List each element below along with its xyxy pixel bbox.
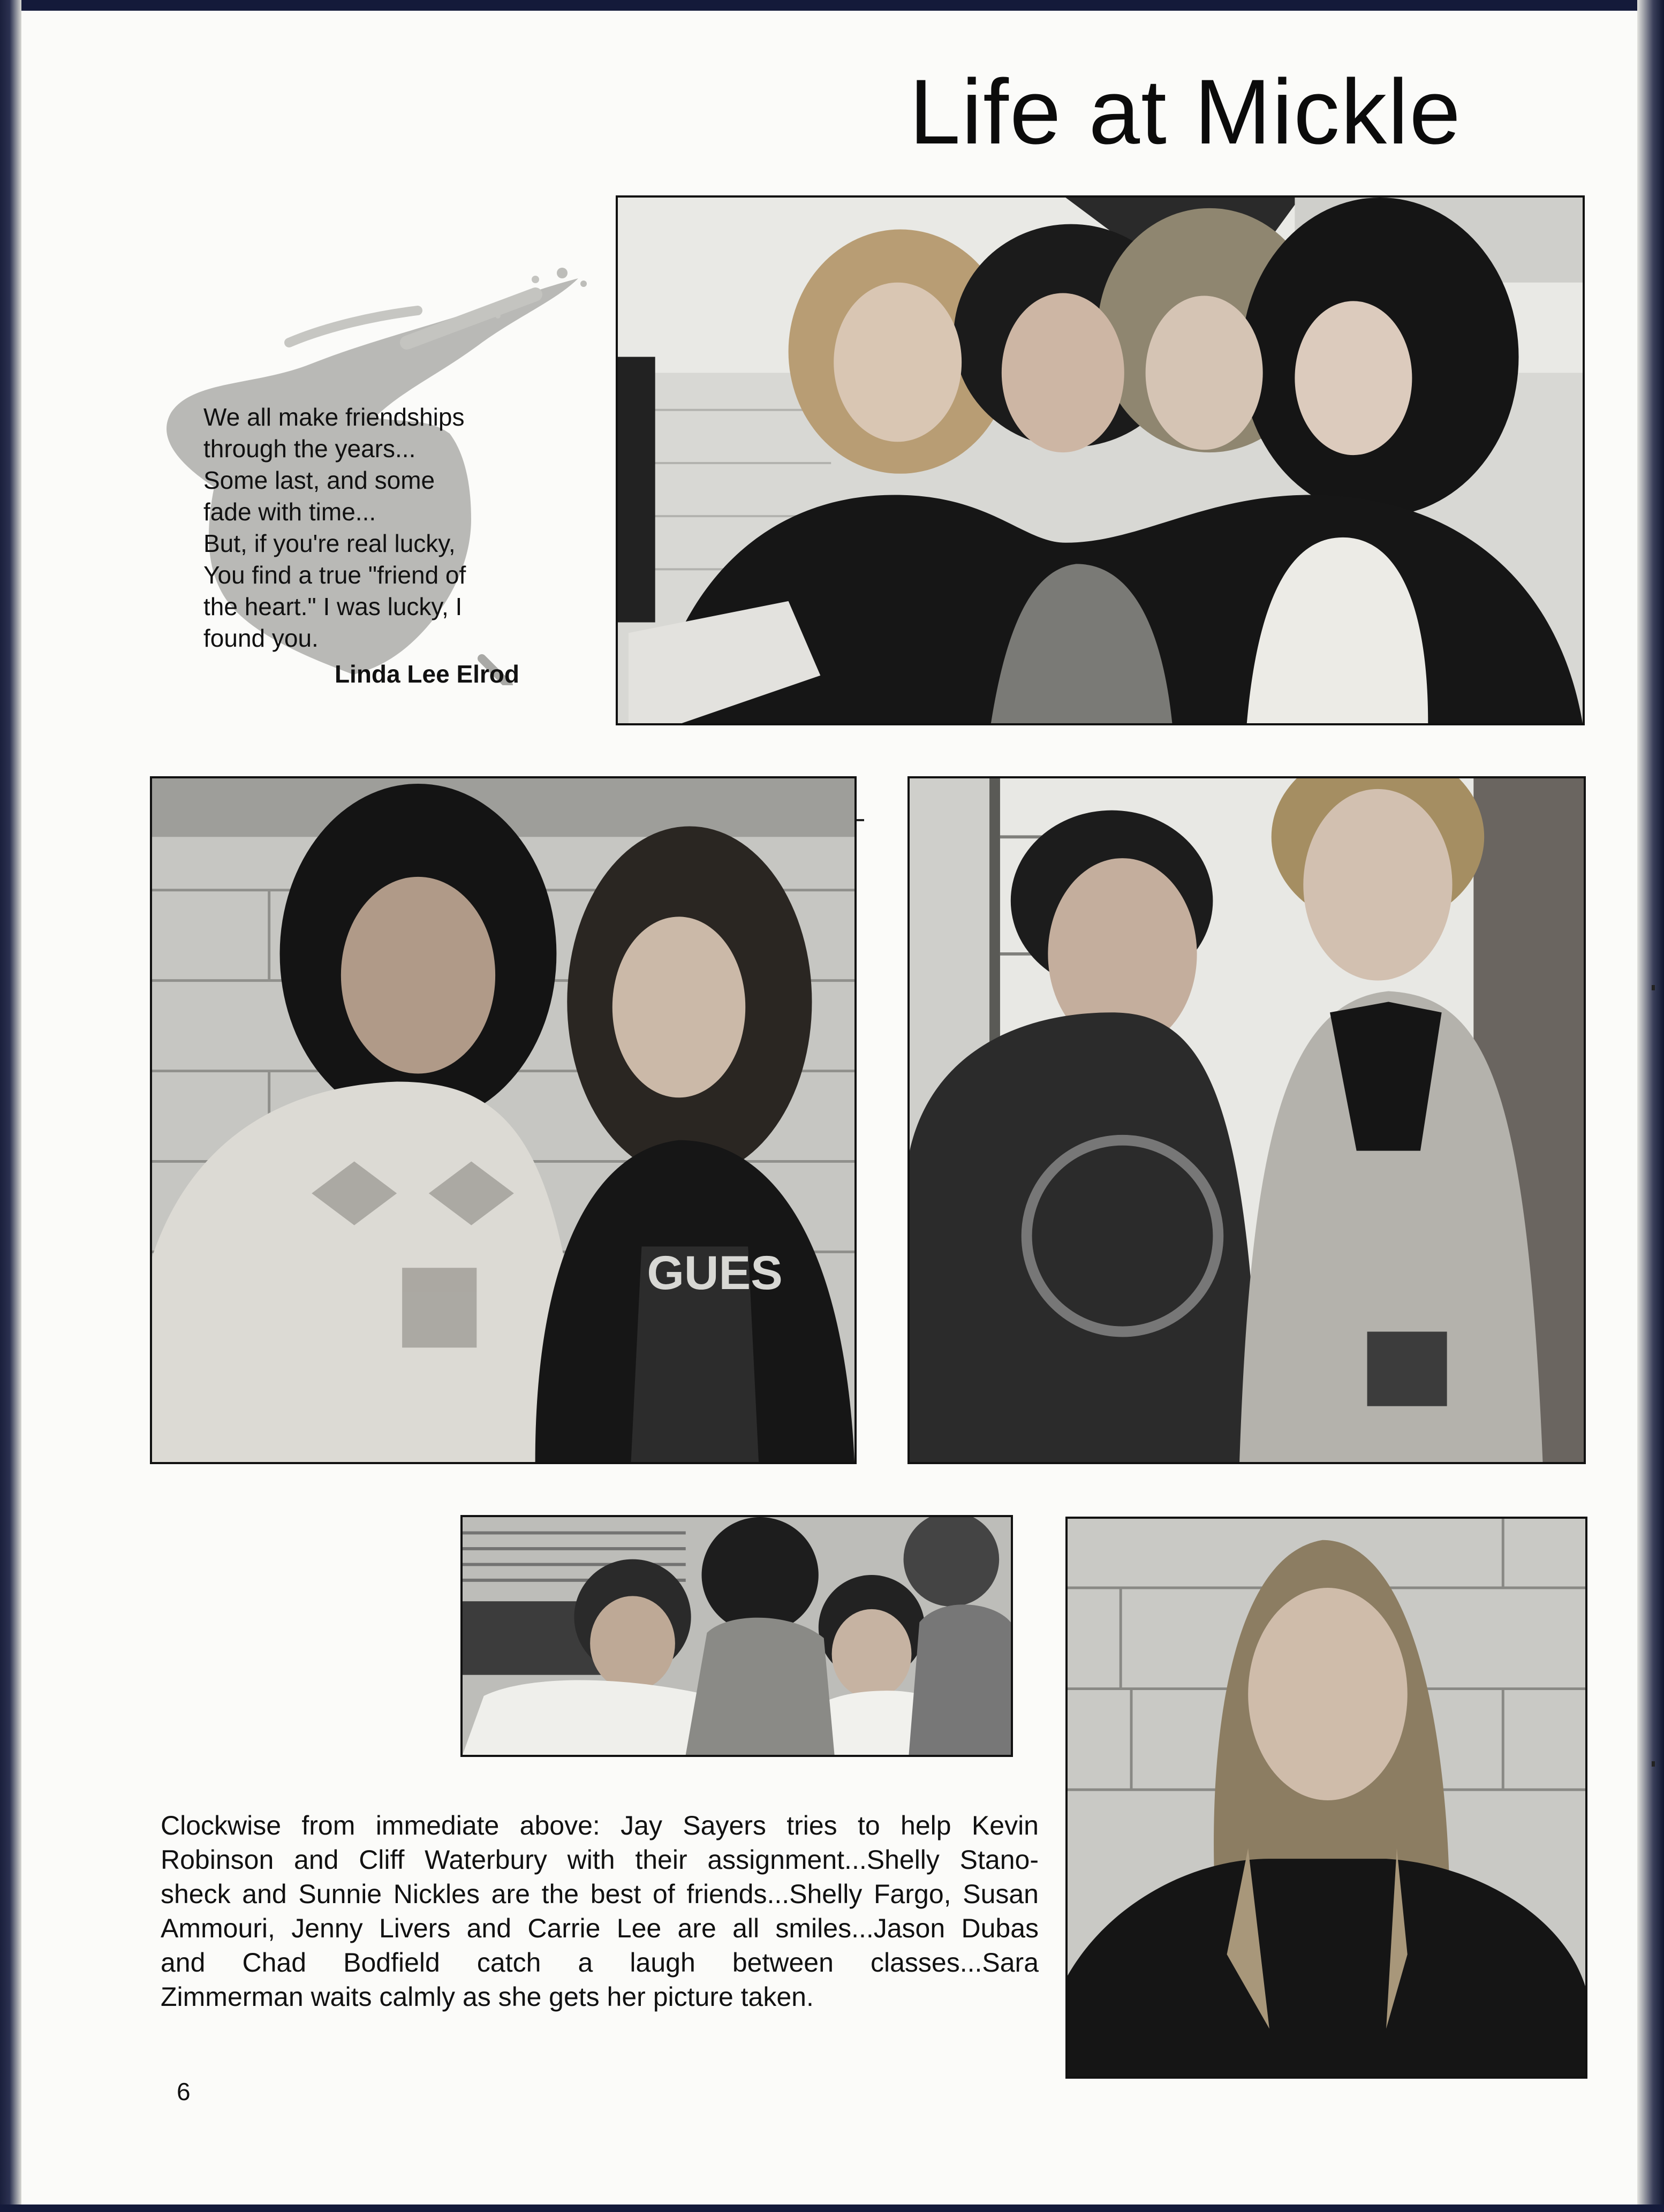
scan-mark bbox=[1652, 985, 1655, 990]
quote-line: found you. bbox=[203, 624, 319, 652]
quote-line: Some last, and some bbox=[203, 466, 435, 494]
scan-top-edge bbox=[0, 0, 1664, 11]
girl-portrait-photo bbox=[1065, 1517, 1587, 2079]
quote-line: We all make friendships bbox=[203, 403, 465, 431]
four-girls-smiling-photo bbox=[616, 195, 1585, 725]
quote-author: Linda Lee Elrod bbox=[334, 660, 519, 688]
quote-line: the heart." I was lucky, I bbox=[203, 593, 463, 620]
scan-mark bbox=[857, 819, 864, 821]
scan-bottom-edge bbox=[0, 2205, 1664, 2212]
friendship-quote bbox=[203, 402, 546, 654]
quote-line: You find a true "friend of bbox=[203, 561, 466, 589]
caption-line: Clockwise from immediate above: Jay Sayers tries to help Kevin bbox=[161, 1810, 1039, 1840]
photo-caption bbox=[161, 1808, 1039, 2014]
svg-text:GUES: GUES bbox=[647, 1246, 783, 1300]
caption-line: sheck and Sunnie Nickles are the best of friends...Shelly Fargo, Susan bbox=[161, 1879, 1039, 1909]
caption-line: Robinson and Cliff Waterbury with their assignment...Shelly Stano- bbox=[161, 1845, 1039, 1875]
page-number: 6 bbox=[177, 2078, 191, 2105]
binding-left-edge bbox=[0, 0, 21, 2212]
scan-mark bbox=[1652, 1761, 1655, 1767]
two-boys-laughing-photo bbox=[907, 776, 1586, 1464]
boys-working-at-desk-photo bbox=[460, 1515, 1013, 1757]
quote-line: fade with time... bbox=[203, 498, 376, 526]
caption-line: Zimmerman waits calmly as she gets her picture taken. bbox=[161, 1982, 814, 2012]
quote-line: But, if you're real lucky, bbox=[203, 529, 456, 557]
caption-line: Ammouri, Jenny Livers and Carrie Lee are all smiles...Jason Dubas bbox=[161, 1913, 1039, 1943]
page-title: Life at Mickle bbox=[909, 60, 1462, 163]
caption-line: and Chad Bodfield catch a laugh between classes...Sara bbox=[161, 1948, 1039, 1978]
quote-line: through the years... bbox=[203, 435, 416, 463]
scan-right-edge bbox=[1637, 0, 1664, 2212]
two-girls-by-wall-photo bbox=[150, 776, 857, 1464]
